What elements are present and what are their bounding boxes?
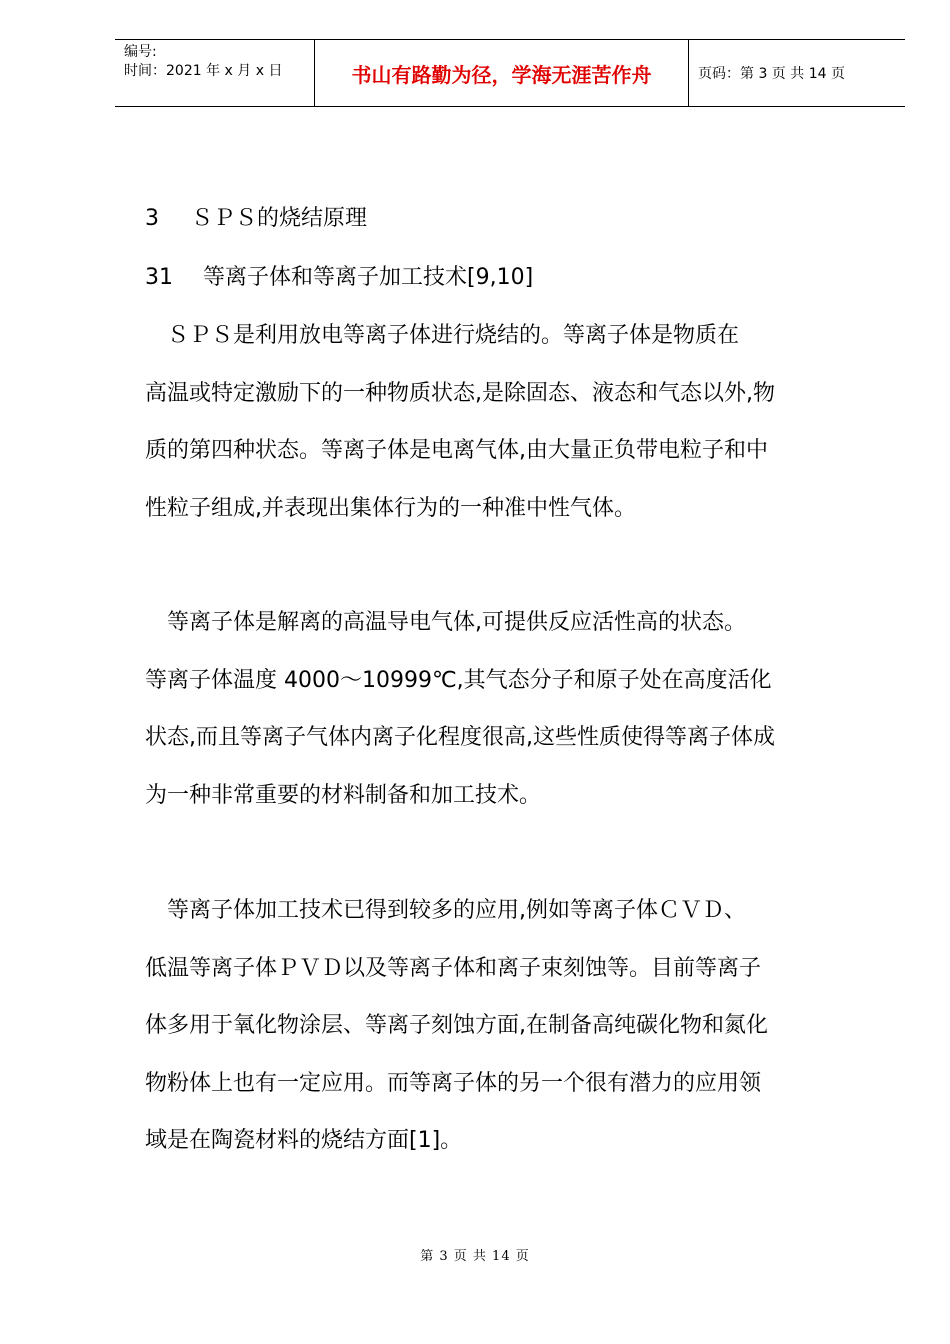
paragraph-plasma-processing xyxy=(145,882,880,1170)
subsection-heading xyxy=(145,263,533,293)
paragraph-line: ＳＰＳ是利用放电等离子体进行烧结的。等离子体是物质在 xyxy=(145,323,740,348)
paragraph-line: 为一种非常重要的材料制备和加工技术。 xyxy=(145,782,542,808)
paragraph-line: 等离子体温度 4000～10999℃,其气态分子和原子处在高度活化 xyxy=(145,667,772,693)
paragraph-line: 体多用于氧化物涂层、等离子刻蚀方面,在制备高纯碳化物和氮化 xyxy=(145,1013,768,1038)
subsection-number: 31 xyxy=(145,265,173,290)
paragraph-sps-intro xyxy=(145,307,880,537)
paragraph-line: 状态,而且等离子气体内离子化程度很高,这些性质使得等离子体成 xyxy=(145,725,775,750)
paragraph-line: 物粉体上也有一定应用。而等离子体的另一个很有潜力的应用领 xyxy=(145,1070,762,1096)
paragraph-line: 质的第四种状态。等离子体是电离气体,由大量正负带电粒子和中 xyxy=(145,438,768,463)
header-page-info: 页码：第 3 页 共 14 页 xyxy=(698,66,845,82)
section-number: 3 xyxy=(145,206,159,231)
paragraph-line: 性粒子组成,并表现出集体行为的一种准中性气体。 xyxy=(145,495,636,521)
page-header xyxy=(115,39,905,107)
header-motto: 书山有路勤为径，学海无涯苦作舟 xyxy=(315,40,689,106)
section-title: ＳＰＳ的烧结原理 xyxy=(191,206,368,231)
paragraph-line: 低温等离子体ＰＶＤ以及等离子体和离子束刻蚀等。目前等离子 xyxy=(145,955,762,981)
header-meta xyxy=(115,40,315,106)
paragraph-line: 域是在陶瓷材料的烧结方面[1]。 xyxy=(145,1128,463,1153)
paragraph-line: 等离子体是解离的高温导电气体,可提供反应活性高的状态。 xyxy=(145,610,746,635)
paragraph-plasma-state xyxy=(145,594,880,824)
subsection-title: 等离子体和等离子加工技术[9,10] xyxy=(203,265,534,290)
section-heading xyxy=(145,204,367,234)
page-footer: 第 3 页 共 14 页 xyxy=(420,1249,530,1264)
paragraph-line: 高温或特定激励下的一种物质状态,是除固态、液态和气态以外,物 xyxy=(145,380,775,406)
date-label: 时间：2021 年 x 月 x 日 xyxy=(124,63,283,79)
doc-number-label: 编号: xyxy=(124,44,157,60)
paragraph-line: 等离子体加工技术已得到较多的应用,例如等离子体ＣＶＤ、 xyxy=(145,898,746,923)
